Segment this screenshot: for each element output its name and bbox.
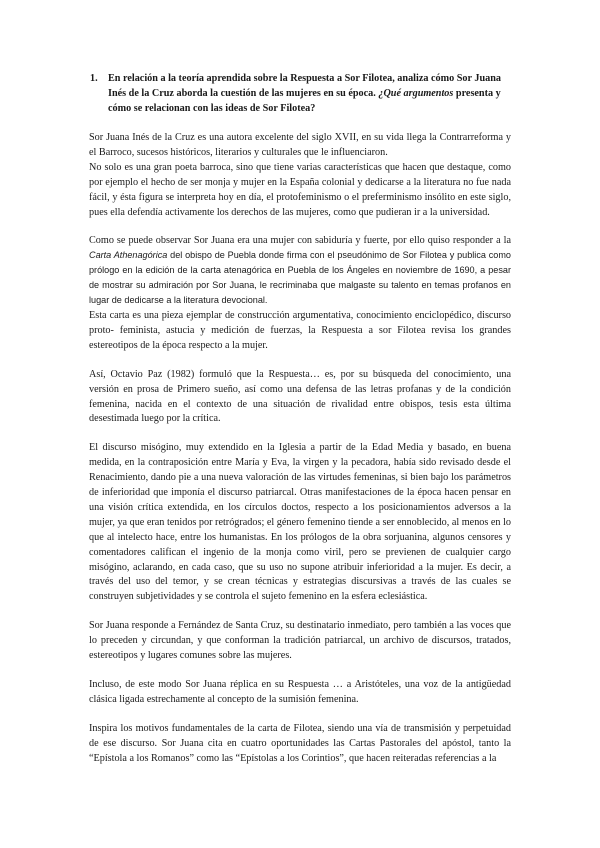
- paragraph-3: Así, Octavio Paz (1982) formuló que la Respuesta… es, por su búsqueda del conocimiento, una versión en prosa de Primero sueño, así como una defensa de las letras profanas y de la condición femenina, nacida en el contexto de una situación de rivalidad entre obispos, tesis esta última desestimada luego por la crítica.: [89, 368, 511, 425]
- question-number: 1.: [90, 73, 98, 84]
- paragraph-2a-intro: [89, 234, 511, 309]
- paragraph-2a-italic: Carta Athenagórica: [89, 250, 168, 261]
- document-body: [89, 71, 511, 767]
- paragraph-4: El discurso misógino, muy extendido en la Iglesia a partir de la Edad Media y basado, en buena medida, en la contraposición entre María y Eva, la virgen y la pecadora, había sido revisado desde el Renacimiento, dando pie a una nueva valoración de las virtudes femeninas, si bien bajo los parámetros de inferioridad que imponía el discurso patriarcal. Otras manifestaciones de la época hacen pensar en una visión crítica extendida, en los círculos doctos, respecto a los posicionamientos adversos a la mujer, ya que eran tenidos por retrógrados; el género femenino tiende a ser ennoblecido, al menos en lo que al intelecto hace, entre los humanistas. En los prólogos de la obra sorjuanina, algunos censores y comentadores califican el ingenio de la monja como viril, pero se previenen de cualquier cargo misógino, aclarando, en cada caso, que su uso no supone atribuir inferioridad a la mujer. Es decir, a través del uso del temor, y se crean técnicas y estrategias discursivas a través de las cuales se construyen subjetividades y se controla el sujeto femenino en la esfera eclesiástica.: [89, 442, 511, 603]
- paragraph-2a-text: Como se puede observar Sor Juana era una mujer con sabiduría y fuerte, por ello quiso responder a la: [89, 235, 511, 247]
- question-heading: [89, 71, 511, 116]
- paragraph-1b: No solo es una gran poeta barroca, sino que tiene varias características que hacen que destaque, como por ejemplo el hecho de ser monja y mujer en la España colonial y dedicarse a la literatura no fue nada fácil, y ésta figura se interpreta hoy en día, el protofeminismo o el preferminismo insólito en este siglo, pues ella defendía activamente los derechos de las mujeres, como que pudieran ir a la universidad.: [89, 161, 511, 218]
- spacer: [89, 427, 511, 441]
- paragraph-5: Sor Juana responde a Fernández de Santa Cruz, su destinatario inmediato, pero también a las voces que lo preceden y circundan, y que conforman la tradición patriarcal, un archivo de discursos, tratados, estereotipos y lugares comunes sobre las mujeres.: [89, 620, 511, 662]
- spacer: [89, 708, 511, 722]
- paragraph-1a: Sor Juana Inés de la Cruz es una autora excelente del siglo XVII, en su vida llega la Contrarreforma y el Barroco, sucesos históricos, literarios y culturales que le influenciaron.: [89, 132, 511, 158]
- spacer: [89, 220, 511, 234]
- question-text-part1: En relación a la teoría aprendida sobre la Respuesta a Sor Filotea, analiza cómo Sor Juana Inés de la Cruz aborda la cuestión de las mujeres en su época.: [108, 73, 501, 99]
- question-text-part2: presenta y cómo se relacionan con las ideas de Sor Filotea?: [108, 88, 501, 114]
- spacer: [89, 605, 511, 619]
- question-text: [108, 71, 511, 116]
- spacer: [89, 664, 511, 678]
- spacer: [89, 354, 511, 368]
- paragraph-7: Inspira los motivos fundamentales de la carta de Filotea, siendo una vía de transmisión y perpetuidad de ese discurso. Sor Juana cita en cuatro oportunidades las Cartas Pastorales del apóstol, tanto la “Epístola a los Romanos” como las “Epístolas a los Corintios”, que hacen reiteradas referencias a la: [89, 722, 511, 764]
- paragraph-2a-sans: del obispo de Puebla donde firma con el pseudónimo de Sor Filotea y publica como prólogo en la edición de la carta atenagórica en Puebla de los Ángeles en noviembre de 1690, a pesar de mostrar su admiración por Sor Juana, le recriminaba que malgaste su talento en temas profanos en lugar de dedicarse a la literatura devocional.: [89, 250, 511, 306]
- paragraph-2b: Esta carta es una pieza ejemplar de construcción argumentativa, conocimiento enciclopédico, discurso proto- feminista, astucia y medición de fuerzas, la Respuesta a sor Filotea revisa los grandes estereotipos de la época respecto a la mujer.: [89, 309, 511, 351]
- paragraph-6: Incluso, de este modo Sor Juana réplica en su Respuesta … a Aristóteles, una voz de la antigüedad clásica ligada estrechamente al concepto de la sumisión femenina.: [89, 679, 511, 705]
- question-text-italic: ¿Qué argumentos: [378, 88, 454, 99]
